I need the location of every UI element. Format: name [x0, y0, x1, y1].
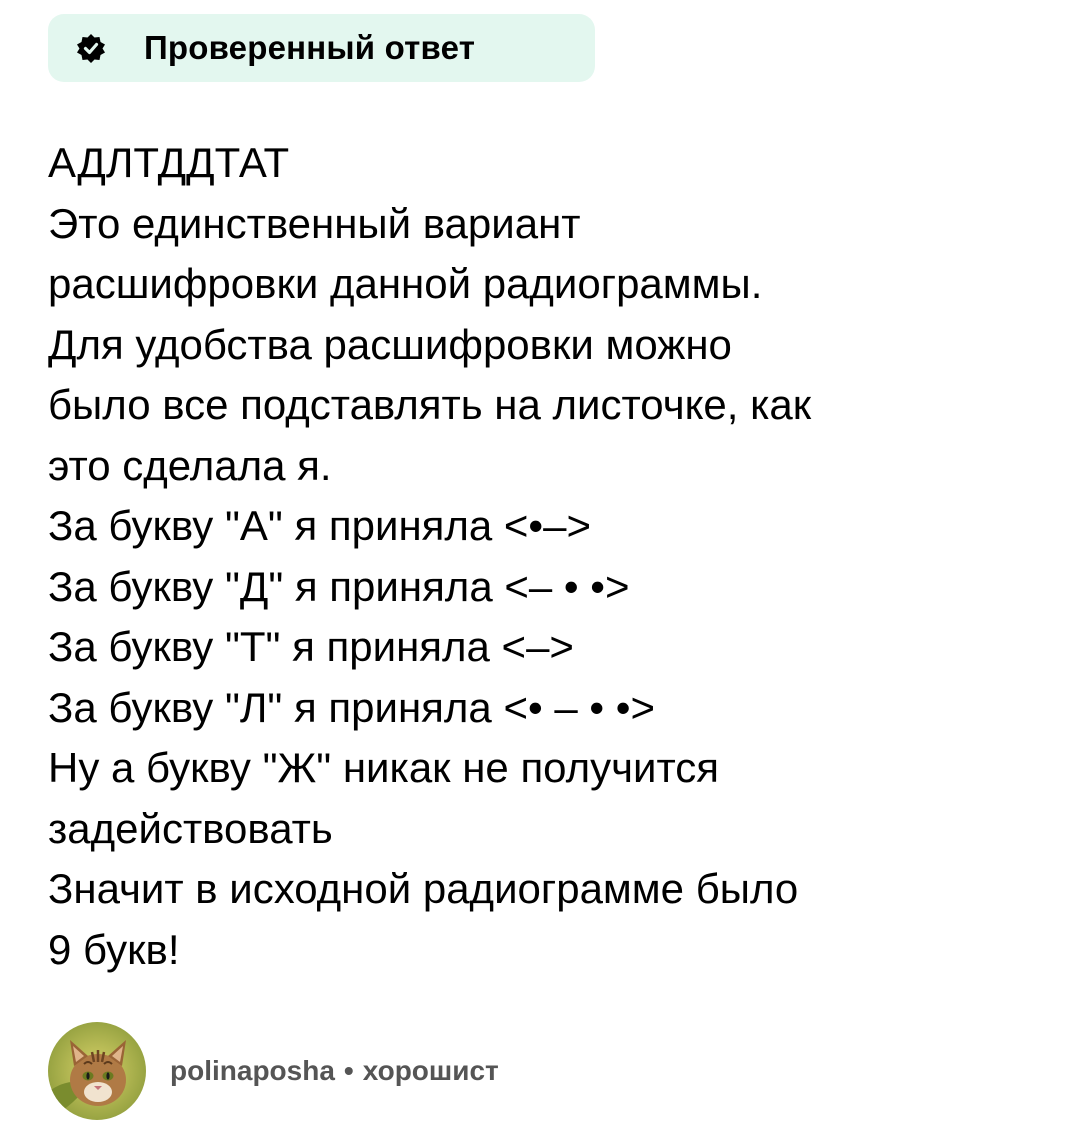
answer-line: это сделала я. [48, 441, 332, 489]
author-separator: • [343, 1055, 354, 1086]
answer-line: было все подставлять на листочке, как [48, 381, 812, 428]
answer-line: задействовать [48, 804, 333, 852]
answer-line: 9 букв! [48, 925, 180, 973]
answer-line: Значит в исходной радиограмме было [48, 865, 799, 912]
answer-line: Ну а букву "Ж" никак не получится [48, 744, 719, 791]
answer-line: За букву "Л" я приняла <• – • •> [48, 683, 655, 731]
answer-line: Для удобства расшифровки можно [48, 320, 732, 368]
answer-line: Это единственный вариант [48, 199, 581, 247]
author-username[interactable]: polinaposha [170, 1055, 335, 1086]
verified-answer-label: Проверенный ответ [144, 29, 476, 66]
answer-author [48, 1022, 499, 1120]
answer-line: За букву "Т" я приняла <–> [48, 623, 574, 670]
cat-avatar[interactable] [48, 1022, 146, 1120]
answer-line: За букву "Д" я приняла <– • •> [48, 562, 630, 610]
answer-line: расшифровки данной радиограммы. [48, 260, 763, 307]
answer-line: За букву "А" я приняла <•–> [48, 502, 592, 549]
verified-answer-badge [48, 14, 595, 82]
author-meta [170, 1055, 499, 1087]
author-rank: хорошист [362, 1055, 499, 1086]
verified-check-icon [76, 33, 106, 63]
answer-text [48, 133, 1058, 980]
answer-line: АДЛТДДТАТ [48, 139, 290, 186]
